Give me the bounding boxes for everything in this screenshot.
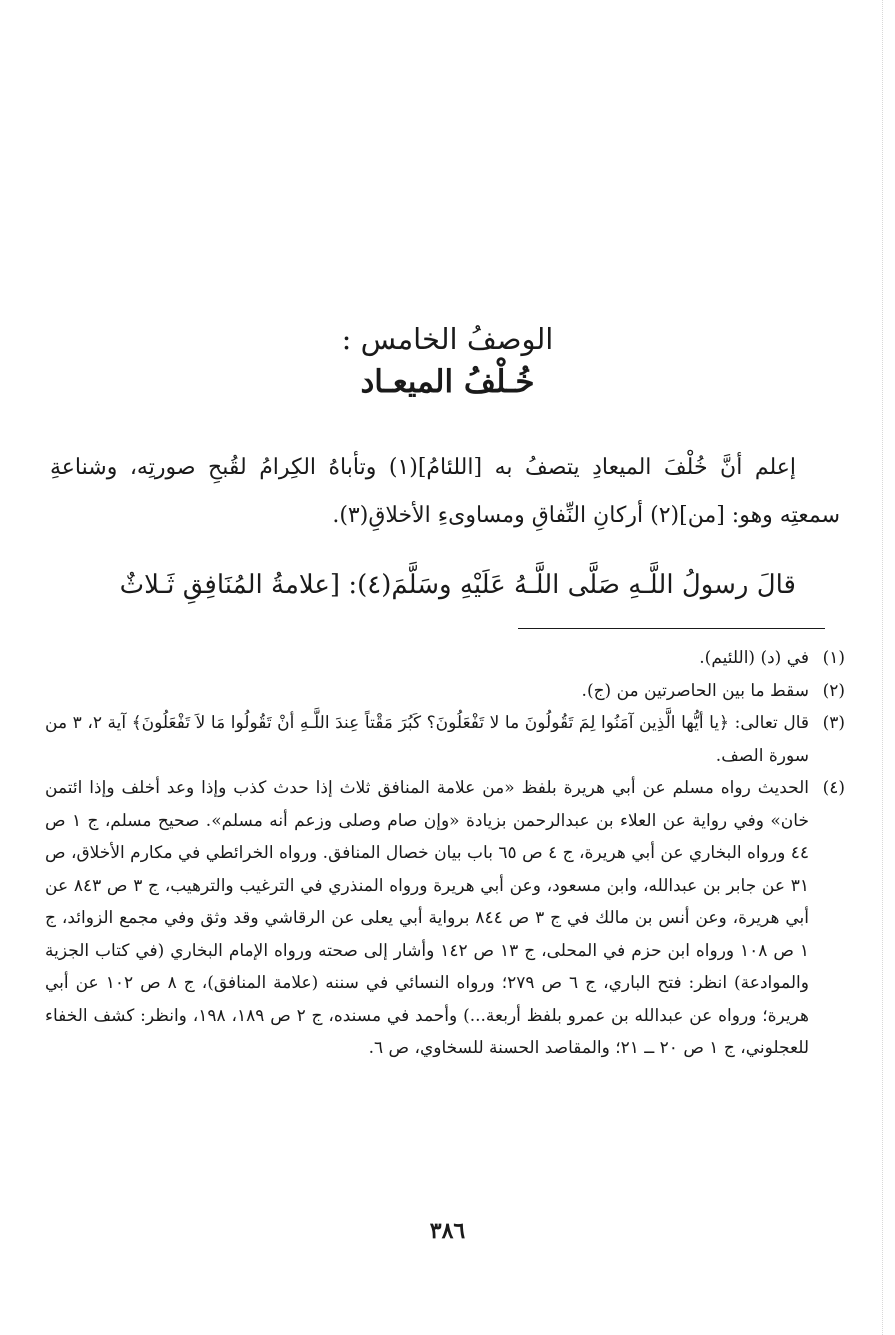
section-subtitle: الوصفُ الخامس :: [341, 322, 554, 356]
footnote-number: (٢): [822, 680, 845, 701]
footnote-4: [45, 772, 845, 1065]
footnote-text: سقط ما بين الحاصرتين من (ج).: [581, 680, 809, 701]
footnote-text: في (د) (اللئيم).: [699, 648, 809, 668]
footnote-2: [45, 675, 845, 708]
main-text: [50, 444, 840, 610]
footnote-1: [45, 642, 845, 675]
paragraph-intro: إعلم أنَّ خُلْفَ الميعادِ يتصفُ به [اللئامُ](١) وتأباهُ الكِرامُ لقُبحِ صورتِه، وشناعةِ سمعتِه وهو: [من](٢) أركانِ النِّفاقِ ومساوىءِ الأخلاقِ(٣).: [50, 455, 840, 528]
footnotes: [45, 642, 845, 1065]
footnote-3: [45, 707, 845, 772]
footnote-number: (١): [822, 648, 845, 668]
section-title: خُـلْفُ الميعـاد: [360, 364, 535, 400]
footnote-separator: [518, 628, 825, 629]
paragraph-hadith: قالَ رسولُ اللَّـهِ صَلَّى اللَّـهُ عَلَيْهِ وسَلَّمَ(٤): [علامةُ المُنَافِقِ ثَـلاثٌ: [119, 570, 796, 600]
section-heading: [0, 318, 895, 404]
footnote-number: (٤): [822, 778, 845, 798]
footnote-text: الحديث رواه مسلم عن أبي هريرة بلفظ «من علامة المنافق ثلاث إذا حدث كذب وإذا وعد أخلف وإذا ائتمن خان» وفي رواية عن العلاء بن عبدالرحمن بزيادة «وإن صام وصلى وزعم أنه مسلم». صحيح مسلم، ج ١ ص ٤٤ ورواه البخاري عن أبي هريرة، ج ٤ ص ٦٥ باب بيان خصال المنافق. ورواه الخرائطي في مكارم الأخلاق، ص ٣١ عن جابر بن عبدالله، وابن مسعود، وعن أبي هريرة ورواه المنذري في الترغيب والترهيب، ج ٣ ص ٨٤٣ عن أبي هريرة، وعن أنس بن مالك في ج ٣ ص ٨٤٤ برواية أبي يعلى عن الرقاشي وقد وثق وفي مجمع الزوائد، ج ١ ص ١٠٨ ورواه ابن حزم في المحلى، ج ١٣ ص ١٤٢ وأشار إلى صحته ورواه الإمام البخاري (في كتاب الجزية والموادعة) انظر: فتح الباري، ج ٦ ص ٢٧٩؛ ورواه النسائي في سننه (علامة المنافق)، ج ٨ ص ١٠٢ عن أبي هريرة؛ ورواه عن عبدالله بن عمرو بلفظ أربعة...) وأحمد في مسنده، ج ٢ ص ١٨٩، ١٩٨، وانظر: كشف الخفاء للعجلوني، ج ١ ص ٢٠ ــ ٢١؛ والمقاصد الحسنة للسخاوي، ص ٦.: [45, 778, 809, 1058]
footnote-number: (٣): [822, 713, 845, 733]
page-number: ٣٨٦: [429, 1218, 466, 1244]
footnote-text: قال تعالى: ﴿يا أيُّها الَّذِين آمَنُوا لِمَ تَقُولُونَ ما لا تَفْعَلُونَ؟ كَبُرَ مَقْتاً عِندَ اللَّـهِ أنْ تَقُولُوا مَا لاَ تَفْعَلُونَ﴾ آية ٢، ٣ من سورة الصف.: [45, 713, 810, 766]
scan-edge-line: [882, 0, 883, 1335]
